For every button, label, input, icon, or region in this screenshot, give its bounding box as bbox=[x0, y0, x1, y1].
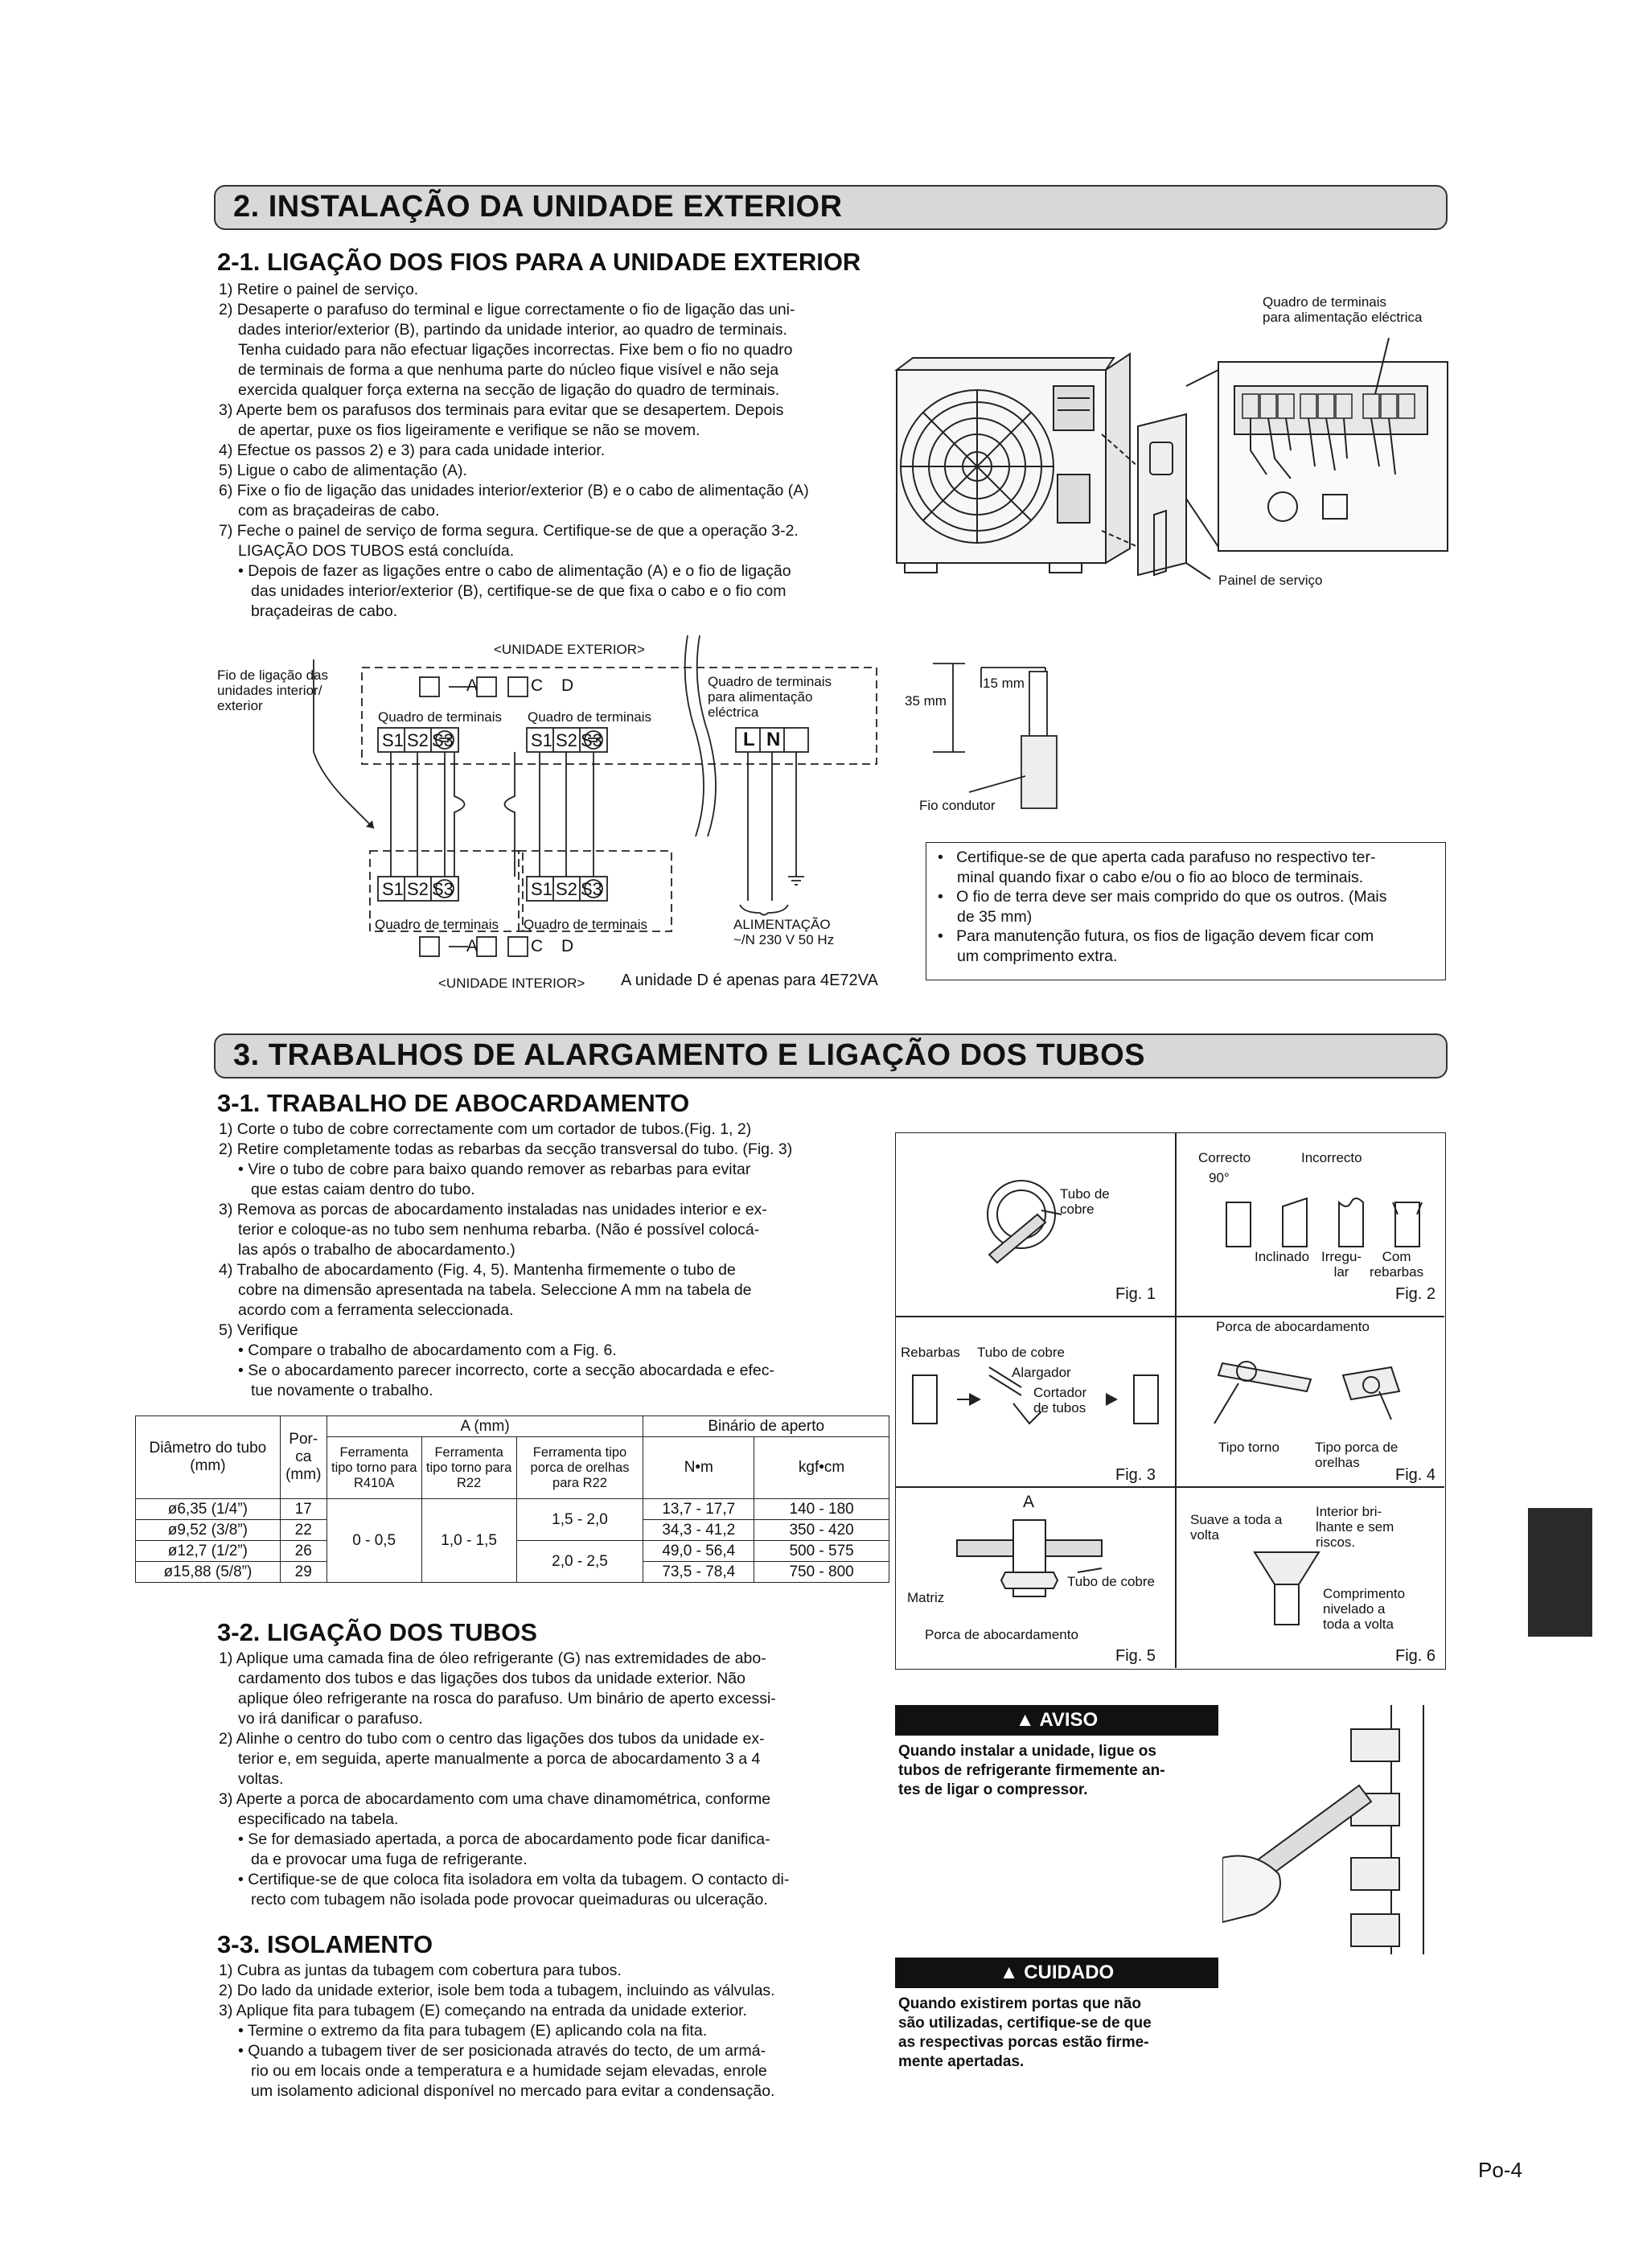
cuidado-line: são utilizadas, certifique-se de que bbox=[898, 2015, 1152, 2032]
text-line: 1) Aplique uma camada fina de óleo refrigerante (G) nas extremidades de abo- bbox=[219, 1650, 766, 1667]
term-s3: S3 bbox=[581, 879, 602, 899]
cell-a3-bottom: 2,0 - 2,5 bbox=[516, 1541, 643, 1583]
label-terminal-block: Quadro de terminais bbox=[375, 917, 499, 932]
term-s1: S1 bbox=[531, 879, 552, 899]
label-connection-wire: Fio de ligação das unidades interior/ exterior bbox=[217, 668, 328, 713]
text-line: • Quando a tubagem tiver de ser posicionada através do tecto, de um armá- bbox=[238, 2042, 766, 2060]
text-line: Tenha cuidado para não efectuar ligações incorrectas. Fixe bem o fio no quadro bbox=[238, 341, 793, 359]
label-tubo-cobre: Tubo de cobre bbox=[1060, 1186, 1110, 1217]
torque-table bbox=[135, 1415, 889, 1583]
text-line: 2) Alinhe o centro do tubo com o centro das ligações dos tubos da unidade ex- bbox=[219, 1730, 765, 1748]
text-line: voltas. bbox=[238, 1770, 284, 1788]
label-suave: Suave a toda a volta bbox=[1190, 1512, 1283, 1543]
label-cortador: Cortador de tubos bbox=[1033, 1385, 1087, 1415]
wiring-letter-a-bottom: A bbox=[466, 937, 478, 955]
cuidado-line: as respectivas porcas estão firme- bbox=[898, 2034, 1149, 2051]
term-s2: S2 bbox=[556, 730, 577, 750]
label-irregular: Irregu- lar bbox=[1321, 1249, 1362, 1280]
cell-porca: 17 bbox=[280, 1499, 327, 1520]
text-line: 2) Retire completamente todas as rebarbas da secção transversal do tubo. (Fig. 3) bbox=[219, 1140, 793, 1158]
note-line: um comprimento extra. bbox=[957, 947, 1118, 965]
aviso-line: Quando instalar a unidade, ligue os bbox=[898, 1743, 1156, 1760]
text-line: 1) Retire o painel de serviço. bbox=[219, 281, 419, 298]
label-tipo-porca: Tipo porca de orelhas bbox=[1315, 1440, 1399, 1470]
label-terminal-power: Quadro de terminais para alimentação eléctrica bbox=[1263, 294, 1423, 325]
text-line: 4) Efectue os passos 2) e 3) para cada unidade interior. bbox=[219, 442, 606, 459]
aviso-box bbox=[895, 1705, 1218, 1810]
label-incorrecto: Incorrecto bbox=[1301, 1150, 1362, 1165]
th-tool-2: Ferramenta tipo torno para R22 bbox=[421, 1437, 516, 1499]
term-s3: S3 bbox=[432, 730, 454, 750]
label-indoor-unit: <UNIDADE INTERIOR> bbox=[438, 976, 585, 991]
label-porca-abocardamento-2: Porca de abocardamento bbox=[925, 1627, 1078, 1642]
label-tubo-cobre-3: Tubo de cobre bbox=[1067, 1574, 1155, 1589]
cell-kgf: 350 - 420 bbox=[754, 1520, 889, 1541]
label-interior: Interior bri- lhante e sem riscos. bbox=[1316, 1504, 1394, 1550]
section-2-title: 2. INSTALAÇÃO DA UNIDADE EXTERIOR bbox=[233, 190, 843, 224]
cell-diameter: ø12,7 (1/2”) bbox=[136, 1541, 281, 1562]
text-line: • Termine o extremo da fita para tubagem (E) aplicando cola na fita. bbox=[238, 2022, 708, 2040]
text-line: acordo com a ferramenta seleccionada. bbox=[238, 1301, 514, 1319]
label-comprimento: Comprimento nivelado a toda a volta bbox=[1323, 1586, 1406, 1632]
cell-kgf: 500 - 575 bbox=[754, 1541, 889, 1562]
text-line: recto com tubagem não isolada pode provocar queimaduras ou ulceração. bbox=[251, 1891, 768, 1908]
text-line: 4) Trabalho de abocardamento (Fig. 4, 5). Mantenha firmemente o tubo de bbox=[219, 1261, 736, 1279]
wiring-letter-d-top: D bbox=[561, 676, 574, 695]
cuidado-header bbox=[895, 1958, 1218, 1988]
text-line: rio ou em locais onde a temperatura e a humidade sejam elevadas, enrole bbox=[251, 2062, 767, 2080]
wrench-illustration bbox=[1222, 1697, 1444, 1954]
cell-a3-top: 1,5 - 2,0 bbox=[516, 1499, 643, 1541]
cell-porca: 22 bbox=[280, 1520, 327, 1541]
note-line: • O fio de terra deve ser mais comprido do que os outros. (Mais bbox=[938, 888, 1387, 906]
label-outdoor-unit: <UNIDADE EXTERIOR> bbox=[494, 642, 645, 657]
text-line: 2) Desaperte o parafuso do terminal e ligue correctamente o fio de ligação das uni- bbox=[219, 301, 795, 318]
label-com-rebarbas: Com rebarbas bbox=[1370, 1249, 1424, 1280]
page-number: Po-4 bbox=[1478, 2158, 1522, 2182]
text-line: tue novamente o trabalho. bbox=[251, 1382, 433, 1399]
text-line: • Depois de fazer as ligações entre o cabo de alimentação (A) e o fio de ligação bbox=[238, 562, 791, 580]
cell-nm: 73,5 - 78,4 bbox=[643, 1562, 754, 1583]
cell-nm: 34,3 - 41,2 bbox=[643, 1520, 754, 1541]
th-torque: Binário de aperto bbox=[643, 1416, 889, 1437]
cell-porca: 26 bbox=[280, 1541, 327, 1562]
label-porca-abocardamento: Porca de abocardamento bbox=[1216, 1319, 1370, 1334]
subsection-3-1-body bbox=[219, 1120, 792, 1401]
fig-2-label: Fig. 2 bbox=[1395, 1285, 1436, 1303]
label-supply: ALIMENTAÇÃO ~/N 230 V 50 Hz bbox=[733, 917, 835, 947]
cell-nm: 49,0 - 56,4 bbox=[643, 1541, 754, 1562]
text-line: de terminais de forma a que nenhuma parte do núcleo fique visível e não seja bbox=[238, 361, 779, 379]
label-rebarbas: Rebarbas bbox=[901, 1345, 960, 1360]
term-n: N bbox=[766, 729, 781, 750]
caution-icon: ▲ bbox=[999, 1962, 1019, 1983]
text-line: • Compare o trabalho de abocardamento com a Fig. 6. bbox=[238, 1341, 617, 1359]
text-line: LIGAÇÃO DOS TUBOS está concluída. bbox=[238, 542, 515, 560]
subsection-2-1-body bbox=[219, 280, 809, 622]
figure-2-cut-types bbox=[1214, 1182, 1431, 1255]
text-line: de apertar, puxe os fios ligeiramente e verifique se não se movem. bbox=[238, 421, 700, 439]
fig-4-label: Fig. 4 bbox=[1395, 1466, 1436, 1484]
cell-kgf: 750 - 800 bbox=[754, 1562, 889, 1583]
label-power-terminal: Quadro de terminais para alimentação eléctrica bbox=[708, 674, 832, 720]
text-line: 3) Aperte a porca de abocardamento com uma chave dinamométrica, conforme bbox=[219, 1790, 771, 1808]
text-line: 6) Fixe o fio de ligação das unidades interior/exterior (B) e o cabo de alimentação (A) bbox=[219, 482, 809, 499]
term-s1: S1 bbox=[382, 879, 404, 899]
label-terminal-block: Quadro de terminais bbox=[528, 709, 652, 725]
cuidado-title: CUIDADO bbox=[1024, 1962, 1115, 1983]
text-line: das unidades interior/exterior (B), certifique-se de que fixa o cabo e o fio com bbox=[251, 582, 787, 600]
cell-porca: 29 bbox=[280, 1562, 327, 1583]
term-s1: S1 bbox=[382, 730, 404, 750]
cuidado-line: Quando existirem portas que não bbox=[898, 1995, 1141, 2012]
warning-icon: ▲ bbox=[1015, 1709, 1035, 1731]
text-line: • Vire o tubo de cobre para baixo quando remover as rebarbas para evitar bbox=[238, 1161, 751, 1178]
note-line: minal quando fixar o cabo e/ou o fio ao bloco de terminais. bbox=[957, 868, 1364, 886]
th-tool-3: Ferramenta tipo porca de orelhas para R22 bbox=[516, 1437, 643, 1499]
notes-box bbox=[926, 842, 1446, 980]
subsection-2-1-title: 2-1. LIGAÇÃO DOS FIOS PARA A UNIDADE EXTERIOR bbox=[217, 248, 861, 276]
cell-a1: 0 - 0,5 bbox=[327, 1499, 421, 1583]
text-line: • Se for demasiado apertada, a porca de abocardamento pode ficar danifica- bbox=[238, 1830, 770, 1848]
term-s3: S3 bbox=[581, 730, 602, 750]
label-inclinado: Inclinado bbox=[1255, 1249, 1310, 1264]
text-line: um isolamento adicional disponível no mercado para evitar a condensação. bbox=[251, 2082, 775, 2100]
aviso-header bbox=[895, 1705, 1218, 1736]
text-line: 7) Feche o painel de serviço de forma segura. Certifique-se de que a operação 3-2. bbox=[219, 522, 799, 540]
fig-3-label: Fig. 3 bbox=[1115, 1466, 1156, 1484]
text-line: aplique óleo refrigerante na rosca do parafuso. Um binário de aperto excessi- bbox=[238, 1690, 776, 1707]
th-a-mm: A (mm) bbox=[327, 1416, 643, 1437]
text-line: cobre na dimensão apresentada na tabela. Seleccione A mm na tabela de bbox=[238, 1281, 752, 1299]
th-tool-1: Ferramenta tipo torno para R410A bbox=[327, 1437, 421, 1499]
cell-a2: 1,0 - 1,5 bbox=[421, 1499, 516, 1583]
cell-kgf: 140 - 180 bbox=[754, 1499, 889, 1520]
term-l: L bbox=[743, 729, 755, 750]
section-3-title: 3. TRABALHOS DE ALARGAMENTO E LIGAÇÃO DOS TUBOS bbox=[233, 1038, 1145, 1072]
cell-nm: 13,7 - 17,7 bbox=[643, 1499, 754, 1520]
text-line: terior e, em seguida, aperte manualmente a porca de abocardamento 3 a 4 bbox=[238, 1750, 761, 1768]
label-35mm: 35 mm bbox=[905, 693, 947, 709]
text-line: 3) Aperte bem os parafusos dos terminais para evitar que se desapertem. Depois bbox=[219, 401, 784, 419]
aviso-line: tubos de refrigerante firmemente an- bbox=[898, 1762, 1165, 1779]
text-line: exercida qualquer força externa na secção de ligação do quadro de terminais. bbox=[238, 381, 780, 399]
figure-1-pipe-cutter bbox=[965, 1166, 1126, 1287]
text-line: vo irá danificar o parafuso. bbox=[238, 1710, 423, 1728]
text-line: 3) Remova as porcas de abocardamento instaladas nas unidades interior e ex- bbox=[219, 1201, 767, 1218]
term-s2: S2 bbox=[556, 879, 577, 899]
aviso-line: tes de ligar o compressor. bbox=[898, 1781, 1088, 1798]
aviso-title: AVISO bbox=[1039, 1709, 1099, 1731]
text-line: 3) Aplique fita para tubagem (E) começando na entrada da unidade exterior. bbox=[219, 2002, 747, 2019]
text-line: terior e coloque-as no tubo sem nenhuma rebarba. (Não é possível colocá- bbox=[238, 1221, 760, 1239]
text-line: • Certifique-se de que coloca fita isoladora em volta da tubagem. O contacto di- bbox=[238, 1871, 790, 1888]
cell-diameter: ø15,88 (5/8”) bbox=[136, 1562, 281, 1583]
label-angle: 90° bbox=[1209, 1170, 1230, 1185]
cuidado-line: mente apertadas. bbox=[898, 2053, 1025, 2070]
text-line: 1) Cubra as juntas da tubagem com cobertura para tubos. bbox=[219, 1962, 622, 1979]
subsection-3-2-body bbox=[219, 1649, 789, 1910]
text-line: las após o trabalho de abocardamento.) bbox=[238, 1241, 515, 1259]
note-line: de 35 mm) bbox=[957, 907, 1033, 926]
fig-1-label: Fig. 1 bbox=[1115, 1285, 1156, 1303]
figure-4-flare-tools bbox=[1206, 1335, 1440, 1432]
label-15mm: 15 mm bbox=[983, 676, 1025, 691]
text-line: 5) Ligue o cabo de alimentação (A). bbox=[219, 462, 467, 479]
subsection-3-1-title: 3-1. TRABALHO DE ABOCARDAMENTO bbox=[217, 1089, 690, 1117]
cell-diameter: ø9,52 (3/8”) bbox=[136, 1520, 281, 1541]
th-nm: N•m bbox=[643, 1437, 754, 1499]
fig-5-label: Fig. 5 bbox=[1115, 1647, 1156, 1665]
label-unit-d-note: A unidade D é apenas para 4E72VA bbox=[621, 972, 878, 989]
wiring-letter-a-top: A bbox=[466, 676, 478, 695]
subsection-3-2-title: 3-2. LIGAÇÃO DOS TUBOS bbox=[217, 1618, 537, 1646]
text-line: da e provocar uma fuga de refrigerante. bbox=[251, 1851, 528, 1868]
th-porca: Por-ca (mm) bbox=[280, 1416, 327, 1499]
wiring-letter-d-bottom: D bbox=[561, 937, 574, 955]
text-line: 1) Corte o tubo de cobre correctamente com um cortador de tubos.(Fig. 1, 2) bbox=[219, 1120, 752, 1138]
text-line: braçadeiras de cabo. bbox=[251, 602, 398, 620]
label-terminal-block: Quadro de terminais bbox=[524, 917, 648, 932]
label-alargador: Alargador bbox=[1012, 1365, 1071, 1380]
label-matriz: Matriz bbox=[907, 1590, 945, 1605]
label-service-panel: Painel de serviço bbox=[1218, 573, 1323, 588]
subsection-3-3-body bbox=[219, 1961, 775, 2102]
text-line: • Se o abocardamento parecer incorrecto, corte a secção abocardada e efec- bbox=[238, 1362, 774, 1379]
text-line: com as braçadeiras de cabo. bbox=[238, 502, 440, 520]
term-s2: S2 bbox=[407, 879, 429, 899]
label-terminal-block: Quadro de terminais bbox=[378, 709, 503, 725]
label-a: A bbox=[1023, 1493, 1035, 1511]
th-diameter: Diâmetro do tubo (mm) bbox=[136, 1416, 281, 1499]
note-line: • Certifique-se de que aperta cada parafuso no respectivo ter- bbox=[938, 848, 1376, 866]
label-correcto: Correcto bbox=[1198, 1150, 1251, 1165]
text-line: dades interior/exterior (B), partindo da unidade interior, ao quadro de terminais. bbox=[238, 321, 787, 339]
wiring-letter-c-bottom: C bbox=[531, 937, 544, 955]
cell-diameter: ø6,35 (1/4”) bbox=[136, 1499, 281, 1520]
figure-5-flare-die bbox=[949, 1512, 1174, 1625]
term-s3: S3 bbox=[432, 879, 454, 899]
text-line: especificado na tabela. bbox=[238, 1810, 399, 1828]
label-tipo-torno: Tipo torno bbox=[1218, 1440, 1279, 1455]
side-tab-marker bbox=[1528, 1508, 1592, 1637]
table-row bbox=[136, 1499, 889, 1520]
subsection-3-3-title: 3-3. ISOLAMENTO bbox=[217, 1930, 433, 1958]
term-s2: S2 bbox=[407, 730, 429, 750]
section-2-header bbox=[214, 185, 1448, 230]
th-kgf: kgf•cm bbox=[754, 1437, 889, 1499]
text-line: cardamento dos tubos e das ligações dos tubos da unidade exterior. Não bbox=[238, 1670, 745, 1687]
term-s1: S1 bbox=[531, 730, 552, 750]
fig-6-label: Fig. 6 bbox=[1395, 1647, 1436, 1665]
text-line: 2) Do lado da unidade exterior, isole bem toda a tubagem, incluindo as válvulas. bbox=[219, 1982, 775, 1999]
section-3-header bbox=[214, 1033, 1448, 1079]
outdoor-unit-illustration bbox=[889, 338, 1452, 603]
wiring-letter-c-top: C bbox=[531, 676, 544, 695]
note-line: • Para manutenção futura, os fios de ligação devem ficar com bbox=[938, 927, 1374, 945]
label-tubo-cobre-2: Tubo de cobre bbox=[977, 1345, 1065, 1360]
label-conductor: Fio condutor bbox=[919, 798, 996, 813]
cuidado-box bbox=[895, 1958, 1218, 2086]
text-line: 5) Verifique bbox=[219, 1321, 298, 1339]
text-line: que estas caiam dentro do tubo. bbox=[251, 1181, 475, 1198]
